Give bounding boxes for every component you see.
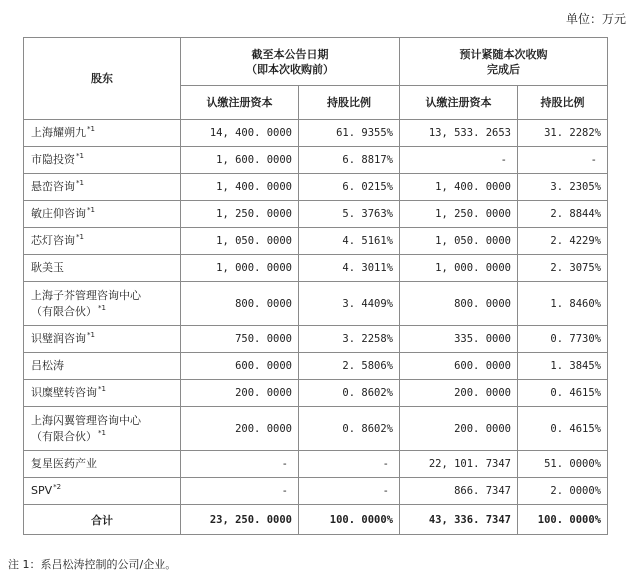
capital-before-cell: - [181,451,299,478]
ratio-before-cell: - [299,478,400,505]
capital-before-cell: 800. 0000 [181,282,299,326]
shareholder-name-text: 复星医药产业 [31,457,97,470]
shareholder-name-text: 上海子芥管理咨询中心 [31,288,141,302]
header-before-acquisition [181,38,400,86]
table-header [24,38,608,120]
capital-before-cell: 1, 000. 0000 [181,255,299,282]
ratio-after-cell: 2. 4229% [518,228,608,255]
unit-label: 单位：万元 [565,12,626,26]
ratio-before-cell: 3. 4409% [299,282,400,326]
capital-before-cell: 200. 0000 [181,380,299,407]
header-before-line2: （即本次收购前） [246,62,334,76]
ratio-after-cell: 0. 7730% [518,326,608,353]
footnote-mark: *2 [53,483,62,492]
ratio-after-cell: 0. 4615% [518,407,608,451]
capital-after-cell: 1, 050. 0000 [400,228,518,255]
shareholder-name [24,255,181,282]
table-row [24,201,608,228]
shareholder-name [24,147,181,174]
capital-after-cell: 22, 101. 7347 [400,451,518,478]
footnote-mark: *1 [87,331,95,340]
capital-after-cell: 335. 0000 [400,326,518,353]
capital-after-cell: 866. 7347 [400,478,518,505]
header-after-acquisition [400,38,608,86]
shareholder-name [24,380,181,407]
table-row [24,451,608,478]
shareholder-name-text: 耿美玉 [31,261,64,274]
table-body [24,120,608,535]
ratio-after-cell: 1. 3845% [518,353,608,380]
shareholder-name-text-line2: （有限合伙） [31,304,97,318]
capital-before-cell: 600. 0000 [181,353,299,380]
ratio-before-cell: 4. 5161% [299,228,400,255]
capital-before-cell: 1, 050. 0000 [181,228,299,255]
shareholder-name-text: 市隐投资 [31,153,75,166]
shareholder-name [24,120,181,147]
footnote-mark: *1 [87,125,95,134]
capital-after-cell: 1, 400. 0000 [400,174,518,201]
capital-before-cell: 1, 600. 0000 [181,147,299,174]
footnote-mark: *1 [98,303,106,312]
table-row [24,326,608,353]
shareholder-name [24,282,181,326]
ratio-after-cell: 31. 2282% [518,120,608,147]
table-row [24,120,608,147]
capital-after-cell: 600. 0000 [400,353,518,380]
table-row [24,174,608,201]
shareholder-name-text: 敏庄仰咨询 [31,207,86,220]
shareholder-name [24,228,181,255]
header-after-line2: 完成后 [487,62,520,76]
shareholder-name-text: 上海耀朔九 [31,126,86,139]
ratio-before-cell: 6. 8817% [299,147,400,174]
ratio-before-cell: 3. 2258% [299,326,400,353]
capital-after-cell: 800. 0000 [400,282,518,326]
header-shareholder: 股东 [24,38,181,120]
table-row [24,407,608,451]
footnote-mark: *1 [87,206,95,215]
table-row [24,255,608,282]
shareholder-name [24,174,181,201]
shareholder-name-text: 芯灯咨询 [31,234,75,247]
ratio-before-cell: 0. 8602% [299,380,400,407]
header-capital-after: 认缴注册资本 [400,86,518,120]
shareholder-name [24,353,181,380]
capital-before-cell: - [181,478,299,505]
table-row [24,282,608,326]
footnote-mark: *1 [98,385,106,394]
table-row [24,228,608,255]
header-ratio-before: 持股比例 [299,86,400,120]
shareholder-name-text-line2: （有限合伙） [31,429,97,443]
shareholder-name [24,326,181,353]
table-row [24,147,608,174]
footnote: 注 1：系吕松涛控制的公司/企业。 [8,558,177,571]
shareholder-name [24,478,181,505]
ratio-after-cell: 0. 4615% [518,380,608,407]
shareholder-name [24,201,181,228]
capital-after-cell: 13, 533. 2653 [400,120,518,147]
shareholder-name-text: 吕松涛 [31,359,64,372]
capital-after-cell: 200. 0000 [400,407,518,451]
capital-before-cell: 14, 400. 0000 [181,120,299,147]
shareholder-name-text: 识糜壁转咨询 [31,386,97,399]
ratio-before-cell: 0. 8602% [299,407,400,451]
shareholding-table-wrapper [23,37,607,535]
total-ratio-after: 100. 0000% [518,505,608,535]
capital-after-cell: - [400,147,518,174]
ratio-before-cell: 4. 3011% [299,255,400,282]
ratio-after-cell: - [518,147,608,174]
footnote-mark: *1 [76,179,84,188]
total-ratio-before: 100. 0000% [299,505,400,535]
shareholder-name-text: 悬峦咨询 [31,180,75,193]
footnote-mark: *1 [76,152,84,161]
ratio-before-cell: 61. 9355% [299,120,400,147]
shareholder-name [24,451,181,478]
header-ratio-after: 持股比例 [518,86,608,120]
shareholder-name-text: 上海闪翼管理咨询中心 [31,413,141,427]
ratio-before-cell: 2. 5806% [299,353,400,380]
ratio-after-cell: 51. 0000% [518,451,608,478]
ratio-after-cell: 2. 0000% [518,478,608,505]
ratio-before-cell: 5. 3763% [299,201,400,228]
ratio-after-cell: 3. 2305% [518,174,608,201]
capital-before-cell: 1, 400. 0000 [181,174,299,201]
table-row [24,380,608,407]
header-before-line1: 截至本公告日期 [251,47,329,61]
header-capital-before: 认缴注册资本 [181,86,299,120]
shareholder-name [24,407,181,451]
capital-before-cell: 1, 250. 0000 [181,201,299,228]
shareholder-name-text: 识璧润咨询 [31,332,86,345]
table-row [24,353,608,380]
total-capital-before: 23, 250. 0000 [181,505,299,535]
shareholding-table [23,37,608,535]
ratio-after-cell: 2. 3075% [518,255,608,282]
footnote-mark: *1 [98,428,106,437]
ratio-before-cell: 6. 0215% [299,174,400,201]
capital-before-cell: 200. 0000 [181,407,299,451]
table-row [24,478,608,505]
header-after-line1: 预计紧随本次收购 [459,47,548,61]
ratio-after-cell: 1. 8460% [518,282,608,326]
total-row [24,505,608,535]
capital-after-cell: 1, 250. 0000 [400,201,518,228]
total-capital-after: 43, 336. 7347 [400,505,518,535]
capital-after-cell: 1, 000. 0000 [400,255,518,282]
shareholder-name-text: SPV [31,484,53,497]
ratio-before-cell: - [299,451,400,478]
ratio-after-cell: 2. 8844% [518,201,608,228]
capital-after-cell: 200. 0000 [400,380,518,407]
capital-before-cell: 750. 0000 [181,326,299,353]
footnote-mark: *1 [76,233,84,242]
total-label: 合计 [24,505,181,535]
